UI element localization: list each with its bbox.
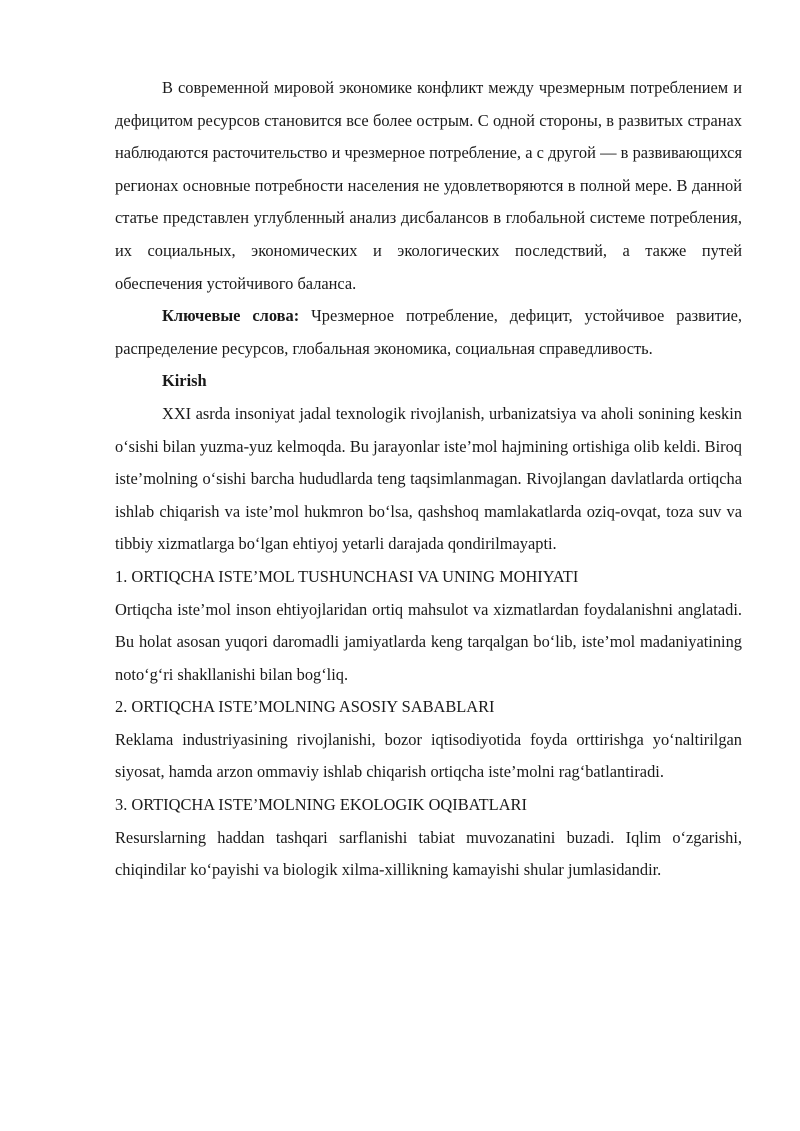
keywords-paragraph bbox=[115, 300, 742, 365]
section-1-paragraph: Ortiqcha iste’mol inson ehtiyojlaridan ortiq mahsulot va xizmatlardan foydalanishni anglatadi. Bu holat asosan yuqori daromadli jamiyatlarda keng tarqalgan bo‘lib, iste’mol madaniyatining noto‘g‘ri shakllanishi bilan bog‘liq. bbox=[115, 599, 742, 684]
section-1-heading: 1. ORTIQCHA ISTE’MOL TUSHUNCHASI VA UNING MOHIYATI bbox=[115, 566, 579, 586]
section-2-heading: 2. ORTIQCHA ISTE’MOLNING ASOSIY SABABLARI bbox=[115, 697, 495, 717]
document-page bbox=[115, 72, 742, 887]
keywords-text: Чрезмерное потребление, дефицит, устойчивое развитие, распределение ресурсов, глобальная экономика, социальная справедливость. bbox=[115, 306, 742, 358]
section-3-paragraph: Resurslarning haddan tashqari sarflanishi tabiat muvozanatini buzadi. Iqlim o‘zgarishi, chiqindilar ko‘payishi va biologik xilma-xillikning kamayishi shular jumlasidandir. bbox=[115, 827, 742, 880]
intro-heading: Kirish bbox=[162, 371, 207, 391]
section-3-heading: 3. ORTIQCHA ISTE’MOLNING EKOLOGIK OQIBATLARI bbox=[115, 795, 527, 815]
abstract-paragraph: В современной мировой экономике конфликт между чрезмерным потреблением и дефицитом ресурсов становится все более острым. С одной стороны, в развитых странах наблюдаются расточительство и чрезмерное потребление, а с другой — в развивающихся регионах основные потребности населения не удовлетворяются в полной мере. В данной статье представлен углубленный анализ дисбалансов в глобальной системе потребления, их социальных, экономических и экологических последствий, а также путей обеспечения устойчивого баланса. bbox=[115, 78, 742, 293]
intro-paragraph: XXI asrda insoniyat jadal texnologik rivojlanish, urbanizatsiya va aholi sonining keskin o‘sishi bilan yuzma-yuz kelmoqda. Bu jarayonlar iste’mol hajmining ortishiga olib keldi. Biroq iste’molning o‘sishi barcha hududlarda teng taqsimlanmagan. Rivojlangan davlatlarda ortiqcha ishlab chiqarish va iste’mol hukmron bo‘lsa, qashshoq mamlakatlarda oziq-ovqat, toza suv va tibbiy xizmatlarga bo‘lgan ehtiyoj yetarli darajada qondirilmayapti. bbox=[115, 403, 742, 554]
keywords-label: Ключевые слова: bbox=[162, 306, 300, 326]
section-2-paragraph: Reklama industriyasining rivojlanishi, bozor iqtisodiyotida foyda orttirishga yo‘naltirilgan siyosat, hamda arzon ommaviy ishlab chiqarish ortiqcha iste’molni rag‘batlantiradi. bbox=[115, 729, 742, 782]
